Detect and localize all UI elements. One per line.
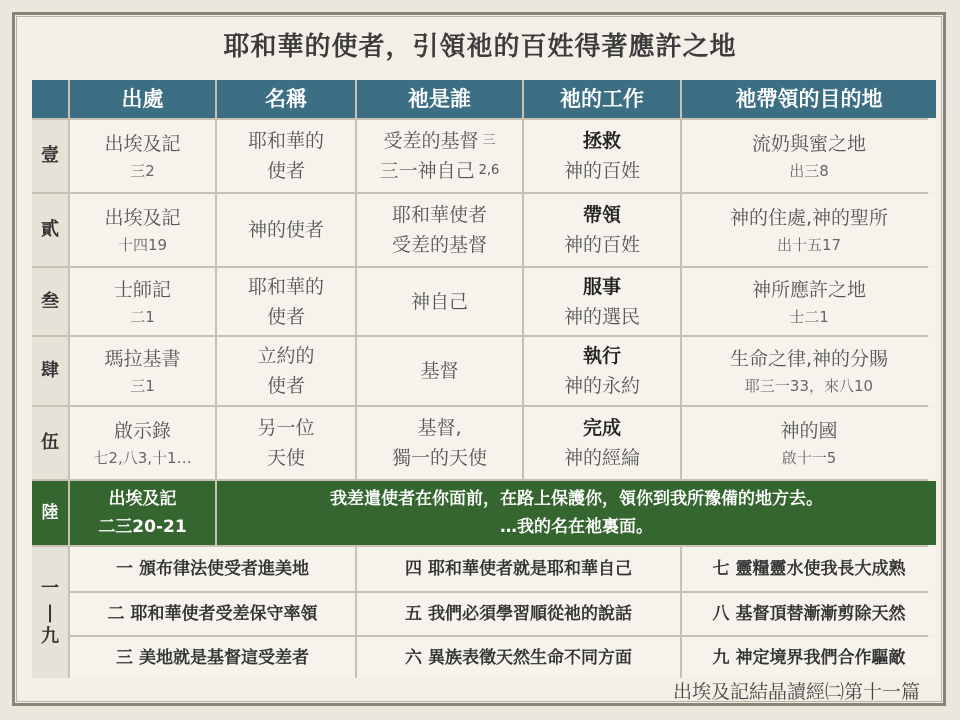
name-line: 另一位 (257, 417, 315, 439)
header-who: 祂是誰 (357, 80, 522, 118)
source-ref: 七2,八3,十1… (93, 449, 192, 467)
who-text: 耶和華使者 (391, 204, 487, 226)
destination-cell (682, 407, 936, 479)
source-text: 出埃及記 (104, 133, 181, 155)
destination-text: 神所應許之地 (751, 278, 866, 301)
who-cell (357, 194, 522, 266)
source-ref: 三2 (130, 162, 155, 180)
destination-text: 流奶與蜜之地 (751, 133, 866, 155)
who-text: 神自己 (410, 290, 468, 313)
source-text: 出埃及記 (108, 489, 177, 509)
work-title: 執行 (582, 345, 621, 367)
destination-text: 神的國 (780, 420, 838, 442)
destination-cell (682, 194, 936, 266)
row-label: 壹 (32, 120, 68, 192)
outline-item: 一 頒布律法使受者進美地 (70, 547, 355, 591)
outline-label-bottom: 九 (41, 625, 59, 647)
quote-cell (217, 481, 936, 545)
outline-label (32, 547, 68, 678)
row-label: 伍 (32, 407, 68, 479)
name-line: 神的使者 (247, 219, 324, 241)
who-ref: 三 (482, 133, 496, 148)
work-object: 神的百姓 (563, 160, 640, 182)
who-line (383, 126, 495, 156)
main-table (32, 80, 928, 678)
name-line: 使者 (266, 160, 305, 182)
work-title: 拯救 (582, 130, 621, 152)
footer-caption: 出埃及記結晶讀經㈡第十一篇 (672, 681, 920, 703)
header-corner (32, 80, 68, 118)
source-cell (70, 194, 215, 266)
work-cell (524, 268, 680, 335)
outline-label-top: 一 (41, 577, 59, 599)
destination-ref: 耶三一33，來八10 (744, 377, 874, 395)
name-cell (217, 268, 355, 335)
name-line: 耶和華的 (247, 130, 324, 152)
destination-cell (682, 337, 936, 405)
destination-cell (682, 268, 936, 335)
source-text: 士師記 (113, 278, 171, 301)
work-cell (524, 194, 680, 266)
who-text: 受差的基督 (383, 130, 479, 152)
source-ref: 二1 (130, 307, 155, 326)
source-text: 出埃及記 (104, 207, 181, 229)
outline-item: 六 異族表徵天然生命不同方面 (357, 637, 680, 678)
outline-item: 八 基督頂替漸漸剪除天然 (682, 593, 936, 635)
outline-item: 三 美地就是基督這受差者 (70, 637, 355, 678)
outline-item: 四 耶和華使者就是耶和華自己 (357, 547, 680, 591)
header-name: 名稱 (217, 80, 355, 118)
who-text: 獨一的天使 (391, 447, 487, 469)
who-line (380, 156, 500, 186)
destination-ref: 出三8 (789, 162, 829, 180)
work-cell (524, 120, 680, 192)
outline-label-mid: | (46, 601, 54, 623)
name-line: 耶和華的 (247, 275, 324, 298)
work-object: 神的永約 (563, 375, 640, 397)
work-title: 完成 (582, 417, 621, 439)
destination-text: 神的住處,神的聖所 (729, 207, 889, 229)
destination-cell (682, 120, 936, 192)
who-text: 基督 (420, 360, 459, 382)
outline-item: 九 神定境界我們合作驅敵 (682, 637, 936, 678)
destination-ref: 啟十一5 (781, 449, 837, 467)
page-title: 耶和華的使者，引領祂的百姓得著應許之地 (223, 32, 737, 62)
who-text: 三一神自己 (379, 160, 475, 182)
who-cell (357, 268, 522, 335)
destination-text: 生命之律,神的分賜 (729, 348, 889, 370)
name-cell (217, 407, 355, 479)
quote-line: …我的名在祂裏面。 (500, 517, 653, 537)
work-title: 帶領 (582, 204, 621, 226)
outline-item: 五 我們必須學習順從祂的說話 (357, 593, 680, 635)
name-cell (217, 337, 355, 405)
source-text: 啟示錄 (113, 420, 171, 442)
source-cell (70, 407, 215, 479)
row-label: 叁 (32, 268, 68, 335)
outline-item: 七 靈糧靈水使我長大成熟 (682, 547, 936, 591)
name-cell (217, 120, 355, 192)
destination-ref: 出十五17 (776, 236, 842, 254)
name-cell (217, 194, 355, 266)
who-text: 基督, (417, 417, 462, 439)
source-cell (70, 268, 215, 335)
who-cell (357, 337, 522, 405)
row-label: 貳 (32, 194, 68, 266)
source-ref: 十四19 (117, 236, 168, 254)
work-object: 神的百姓 (563, 234, 640, 256)
destination-ref: 士二1 (789, 307, 829, 326)
header-work: 祂的工作 (524, 80, 680, 118)
who-cell (357, 407, 522, 479)
source-text: 瑪拉基書 (104, 348, 181, 370)
source-cell (70, 481, 215, 545)
header-destination: 祂帶領的目的地 (682, 80, 936, 118)
name-line: 使者 (266, 375, 305, 397)
source-cell (70, 120, 215, 192)
who-cell (357, 120, 522, 192)
source-ref: 三1 (130, 377, 155, 395)
source-cell (70, 337, 215, 405)
who-text: 受差的基督 (391, 234, 487, 256)
work-cell (524, 407, 680, 479)
work-cell (524, 337, 680, 405)
header-source: 出處 (70, 80, 215, 118)
source-ref: 二三20-21 (98, 517, 187, 537)
row-label: 陸 (32, 481, 68, 545)
name-line: 天使 (266, 447, 305, 469)
name-line: 立約的 (257, 345, 315, 367)
who-ref: 2,6 (478, 163, 500, 178)
outline-item: 二 耶和華使者受差保守率領 (70, 593, 355, 635)
name-line: 使者 (266, 305, 305, 328)
work-title: 服事 (582, 275, 621, 298)
work-object: 神的選民 (563, 305, 640, 328)
row-label: 肆 (32, 337, 68, 405)
quote-line: 我差遣使者在你面前，在路上保護你，領你到我所豫備的地方去。 (330, 489, 823, 509)
work-object: 神的經綸 (563, 447, 640, 469)
